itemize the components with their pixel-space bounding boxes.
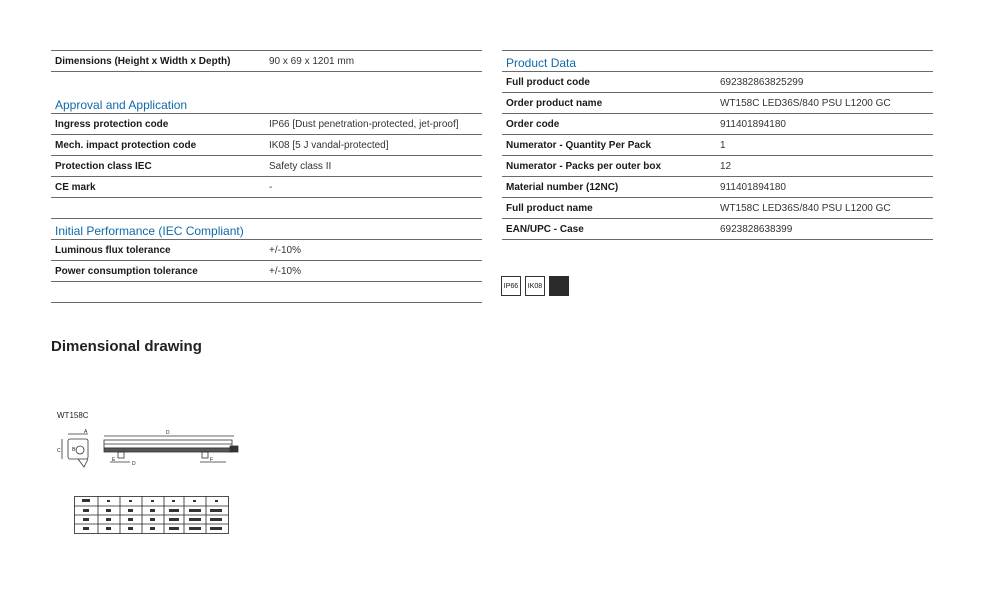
table-row: [502, 135, 933, 156]
approval-table: [51, 114, 482, 198]
table-row: [51, 51, 482, 72]
luminaire-drawing: [54, 426, 244, 470]
spacer: [51, 282, 482, 303]
spec-value: 911401894180: [716, 114, 933, 135]
dimension-table-graphic: [74, 496, 230, 536]
spec-label: Luminous flux tolerance: [51, 240, 265, 261]
spec-value: WT158C LED36S/840 PSU L1200 GC: [716, 93, 933, 114]
table-row: [502, 219, 933, 240]
spec-label: Numerator - Quantity Per Pack: [502, 135, 716, 156]
spec-label: Order code: [502, 114, 716, 135]
spec-value: +/-10%: [265, 240, 482, 261]
certification-badges: [501, 276, 569, 296]
spec-label: Dimensions (Height x Width x Depth): [51, 51, 265, 72]
ip66-badge-icon: IP66: [501, 276, 521, 296]
spec-label: EAN/UPC - Case: [502, 219, 716, 240]
section-title-product-data: Product Data: [502, 50, 933, 72]
table-row: [51, 135, 482, 156]
table-row: [51, 261, 482, 282]
spec-value: Safety class II: [265, 156, 482, 177]
dim-label-e: E: [112, 457, 116, 463]
table-row: [502, 72, 933, 93]
spec-label: Protection class IEC: [51, 156, 265, 177]
spec-label: Material number (12NC): [502, 177, 716, 198]
spec-value: WT158C LED36S/840 PSU L1200 GC: [716, 198, 933, 219]
section-title-approval: Approval and Application: [51, 93, 482, 114]
dim-label-f: F: [210, 457, 214, 463]
spec-label: CE mark: [51, 177, 265, 198]
spec-value: IK08 [5 J vandal-protected]: [265, 135, 482, 156]
spec-label: Order product name: [502, 93, 716, 114]
drawing-model-label: WT158C: [57, 411, 89, 420]
spec-label: Numerator - Packs per outer box: [502, 156, 716, 177]
table-row: [51, 177, 482, 198]
spacer: [51, 198, 482, 219]
right-spec-column: [502, 50, 933, 240]
spec-value: 6923828638399: [716, 219, 933, 240]
spec-value: 90 x 69 x 1201 mm: [265, 51, 482, 72]
luminaire-body-icon: [104, 436, 238, 462]
spec-label: Mech. impact protection code: [51, 135, 265, 156]
dim-label-d2: D: [132, 461, 136, 467]
table-row: [502, 93, 933, 114]
spec-value: +/-10%: [265, 261, 482, 282]
spec-value: IP66 [Dust penetration-protected, jet-proof]: [265, 114, 482, 135]
spec-label: Full product name: [502, 198, 716, 219]
table-row: [502, 177, 933, 198]
spec-value: -: [265, 177, 482, 198]
table-row: [502, 156, 933, 177]
dimensions-table: [51, 50, 482, 72]
table-row: [51, 156, 482, 177]
left-spec-column: [51, 50, 482, 303]
table-row: [502, 114, 933, 135]
table-row: [51, 240, 482, 261]
spec-value: 911401894180: [716, 177, 933, 198]
product-data-table: [502, 72, 933, 240]
spec-value: 692382863825299: [716, 72, 933, 93]
spec-value: 12: [716, 156, 933, 177]
spacer: [51, 72, 482, 93]
ik08-badge-icon: IK08: [525, 276, 545, 296]
spec-label: Full product code: [502, 72, 716, 93]
dim-label-b: B: [72, 447, 76, 453]
spec-label: Power consumption tolerance: [51, 261, 265, 282]
spec-value: 1: [716, 135, 933, 156]
dim-label-c: C: [57, 448, 61, 454]
table-row: [502, 198, 933, 219]
dark-swatch-icon: [549, 276, 569, 296]
dim-label-a: A: [84, 429, 88, 435]
dimensional-drawing-title: Dimensional drawing: [51, 338, 202, 355]
section-title-performance: Initial Performance (IEC Compliant): [51, 219, 482, 240]
performance-table: [51, 240, 482, 282]
table-row: [51, 114, 482, 135]
spec-label: Ingress protection code: [51, 114, 265, 135]
dim-label-d: D: [166, 430, 170, 436]
